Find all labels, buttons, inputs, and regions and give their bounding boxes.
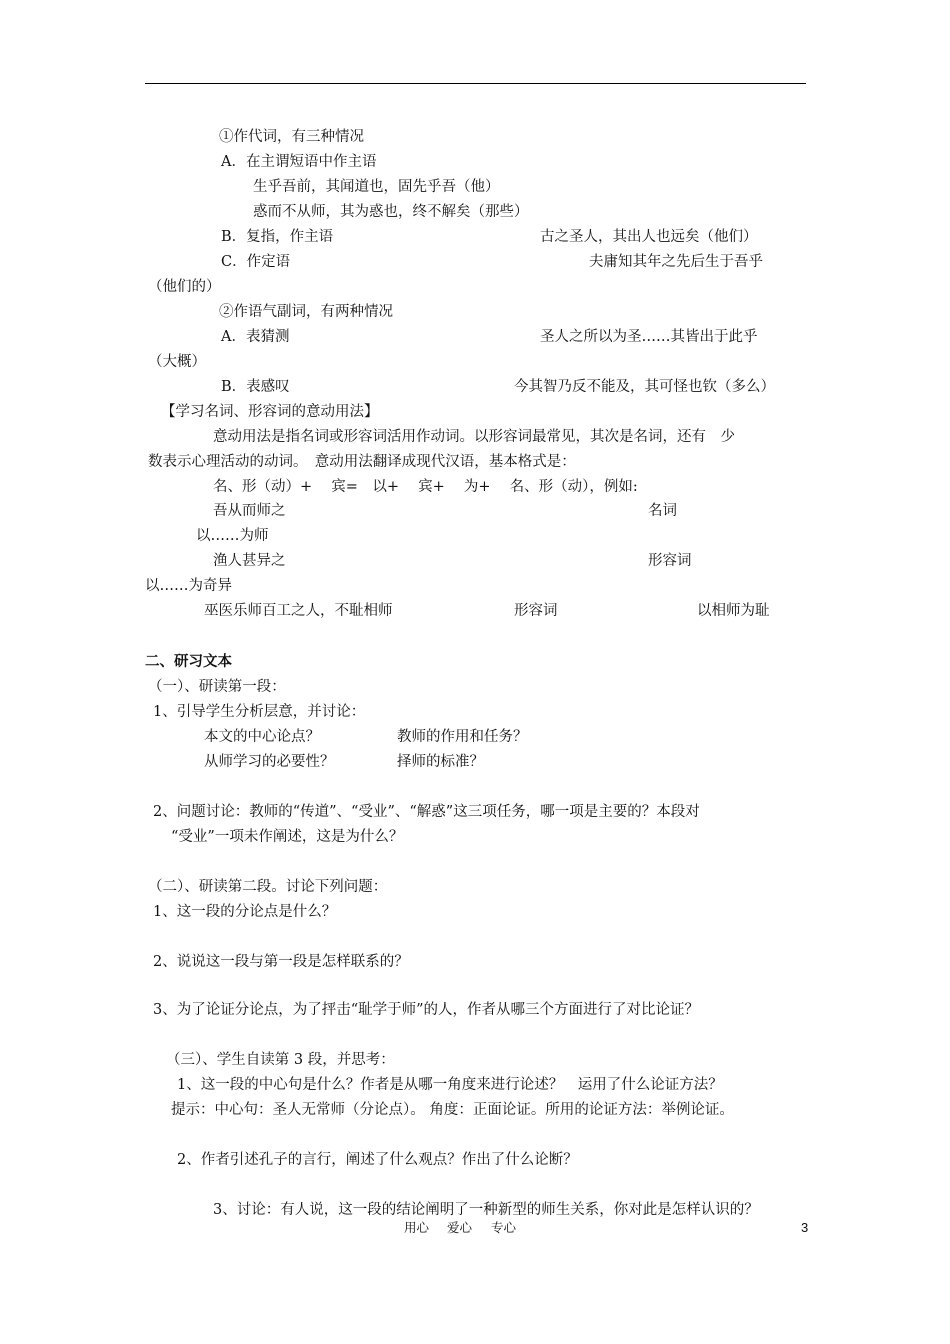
particle-a-note: （大概） [148,354,206,370]
section-3-question-1: 1、这一段的中心句是什么？作者是从哪一角度来进行论述？ 运用了什么论证方法？ [177,1077,723,1093]
section-1-question-1d: 择师的标准？ [397,754,484,770]
section-1-question-2-line-1: 2、问题讨论：教师的“传道”、“受业”、“解惑”这三项任务，哪一项是主要的？本段对 [153,804,700,820]
footer-word-3: 专心 [491,1220,517,1235]
particle-a-example: 圣人之所以为圣……其皆出于此乎 [540,329,758,345]
conative-example-2-type: 形容词 [648,553,692,569]
conative-formula: 名、形（动）+ 宾= 以+ 宾+ 为+ 名、形（动），例如: [213,479,638,495]
conative-example-1-meaning: 以……为师 [196,528,269,544]
pronoun-heading: ①作代词，有三种情况 [219,129,364,145]
header-rule [145,83,806,84]
section-1-heading: （一）、研读第一段： [148,679,286,695]
conative-heading: 【学习名词、形容词的意动用法】 [161,404,379,420]
pronoun-a-example-1: 生乎吾前，其闻道也，固先乎吾（他） [253,179,500,195]
conative-paragraph-line-2: 数表示心理活动的动词。 意动用法翻译成现代汉语，基本格式是： [148,454,576,470]
section-1-question-1c: 从师学习的必要性？ [204,754,335,770]
section-1-question-1: 1、引导学生分析层意，并讨论： [153,704,366,720]
footer-word-2: 爱心 [447,1220,473,1235]
pronoun-a-label: A．在主谓短语中作主语 [221,154,377,170]
section-3-hint: 提示：中心句：圣人无常师（分论点）。 角度：正面论证。所用的论证方法：举例论证。 [171,1102,734,1118]
pronoun-c-example: 夫庸知其年之先后生于吾乎 [589,254,763,270]
section-3-question-3: 3、讨论：有人说，这一段的结论阐明了一种新型的师生关系，你对此是怎样认识的？ [213,1202,759,1218]
conative-example-3-text: 巫医乐师百工之人，不耻相师 [204,603,393,619]
section-2-heading: （二）、研读第二段。讨论下列问题： [148,879,388,895]
section-1-question-1b: 教师的作用和任务？ [397,729,528,745]
pronoun-c-note: （他们的） [148,279,221,295]
section-2-question-2: 2、说说这一段与第一段是怎样联系的？ [153,954,409,970]
section-1-question-1a: 本文的中心论点？ [204,729,320,745]
conative-paragraph-line-1: 意动用法是指名词或形容词活用作动词。以形容词最常见，其次是名词，还有 少 [213,429,735,445]
particle-b-example: 今其智乃反不能及，其可怪也钦（多么） [514,379,775,395]
conative-example-1-type: 名词 [648,503,677,519]
particle-b-label: B．表感叹 [221,379,290,395]
section-3-heading: （三）、学生自读第 3 段，并思考： [166,1052,395,1068]
page-number: 3 [801,1220,809,1235]
pronoun-b-example: 古之圣人，其出人也远矣（他们） [540,229,758,245]
footer-word-1: 用心 [404,1220,430,1235]
particle-a-label: A．表猜测 [221,329,290,345]
particle-heading: ②作语气副词，有两种情况 [219,304,393,320]
conative-example-2-meaning: 以……为奇异 [145,578,232,594]
pronoun-c-label: C．作定语 [221,254,291,270]
study-heading: 二、研习文本 [145,653,232,670]
section-2-question-1: 1、这一段的分论点是什么？ [153,904,337,920]
conative-example-1-text: 吾从而师之 [213,503,286,519]
conative-example-3-meaning: 以相师为耻 [697,603,770,619]
section-2-question-3: 3、为了论证分论点，为了抨击“耻学于师”的人，作者从哪三个方面进行了对比论证？ [153,1002,700,1018]
section-1-question-2-line-2: “受业”一项未作阐述，这是为什么？ [171,829,404,845]
conative-example-3-type: 形容词 [514,603,558,619]
conative-example-2-text: 渔人甚异之 [213,553,286,569]
section-3-question-2: 2、作者引述孔子的言行，阐述了什么观点？作出了什么论断？ [177,1152,578,1168]
pronoun-a-example-2: 惑而不从师，其为惑也，终不解矣（那些） [253,204,529,220]
pronoun-b-label: B．复指，作主语 [221,229,334,245]
